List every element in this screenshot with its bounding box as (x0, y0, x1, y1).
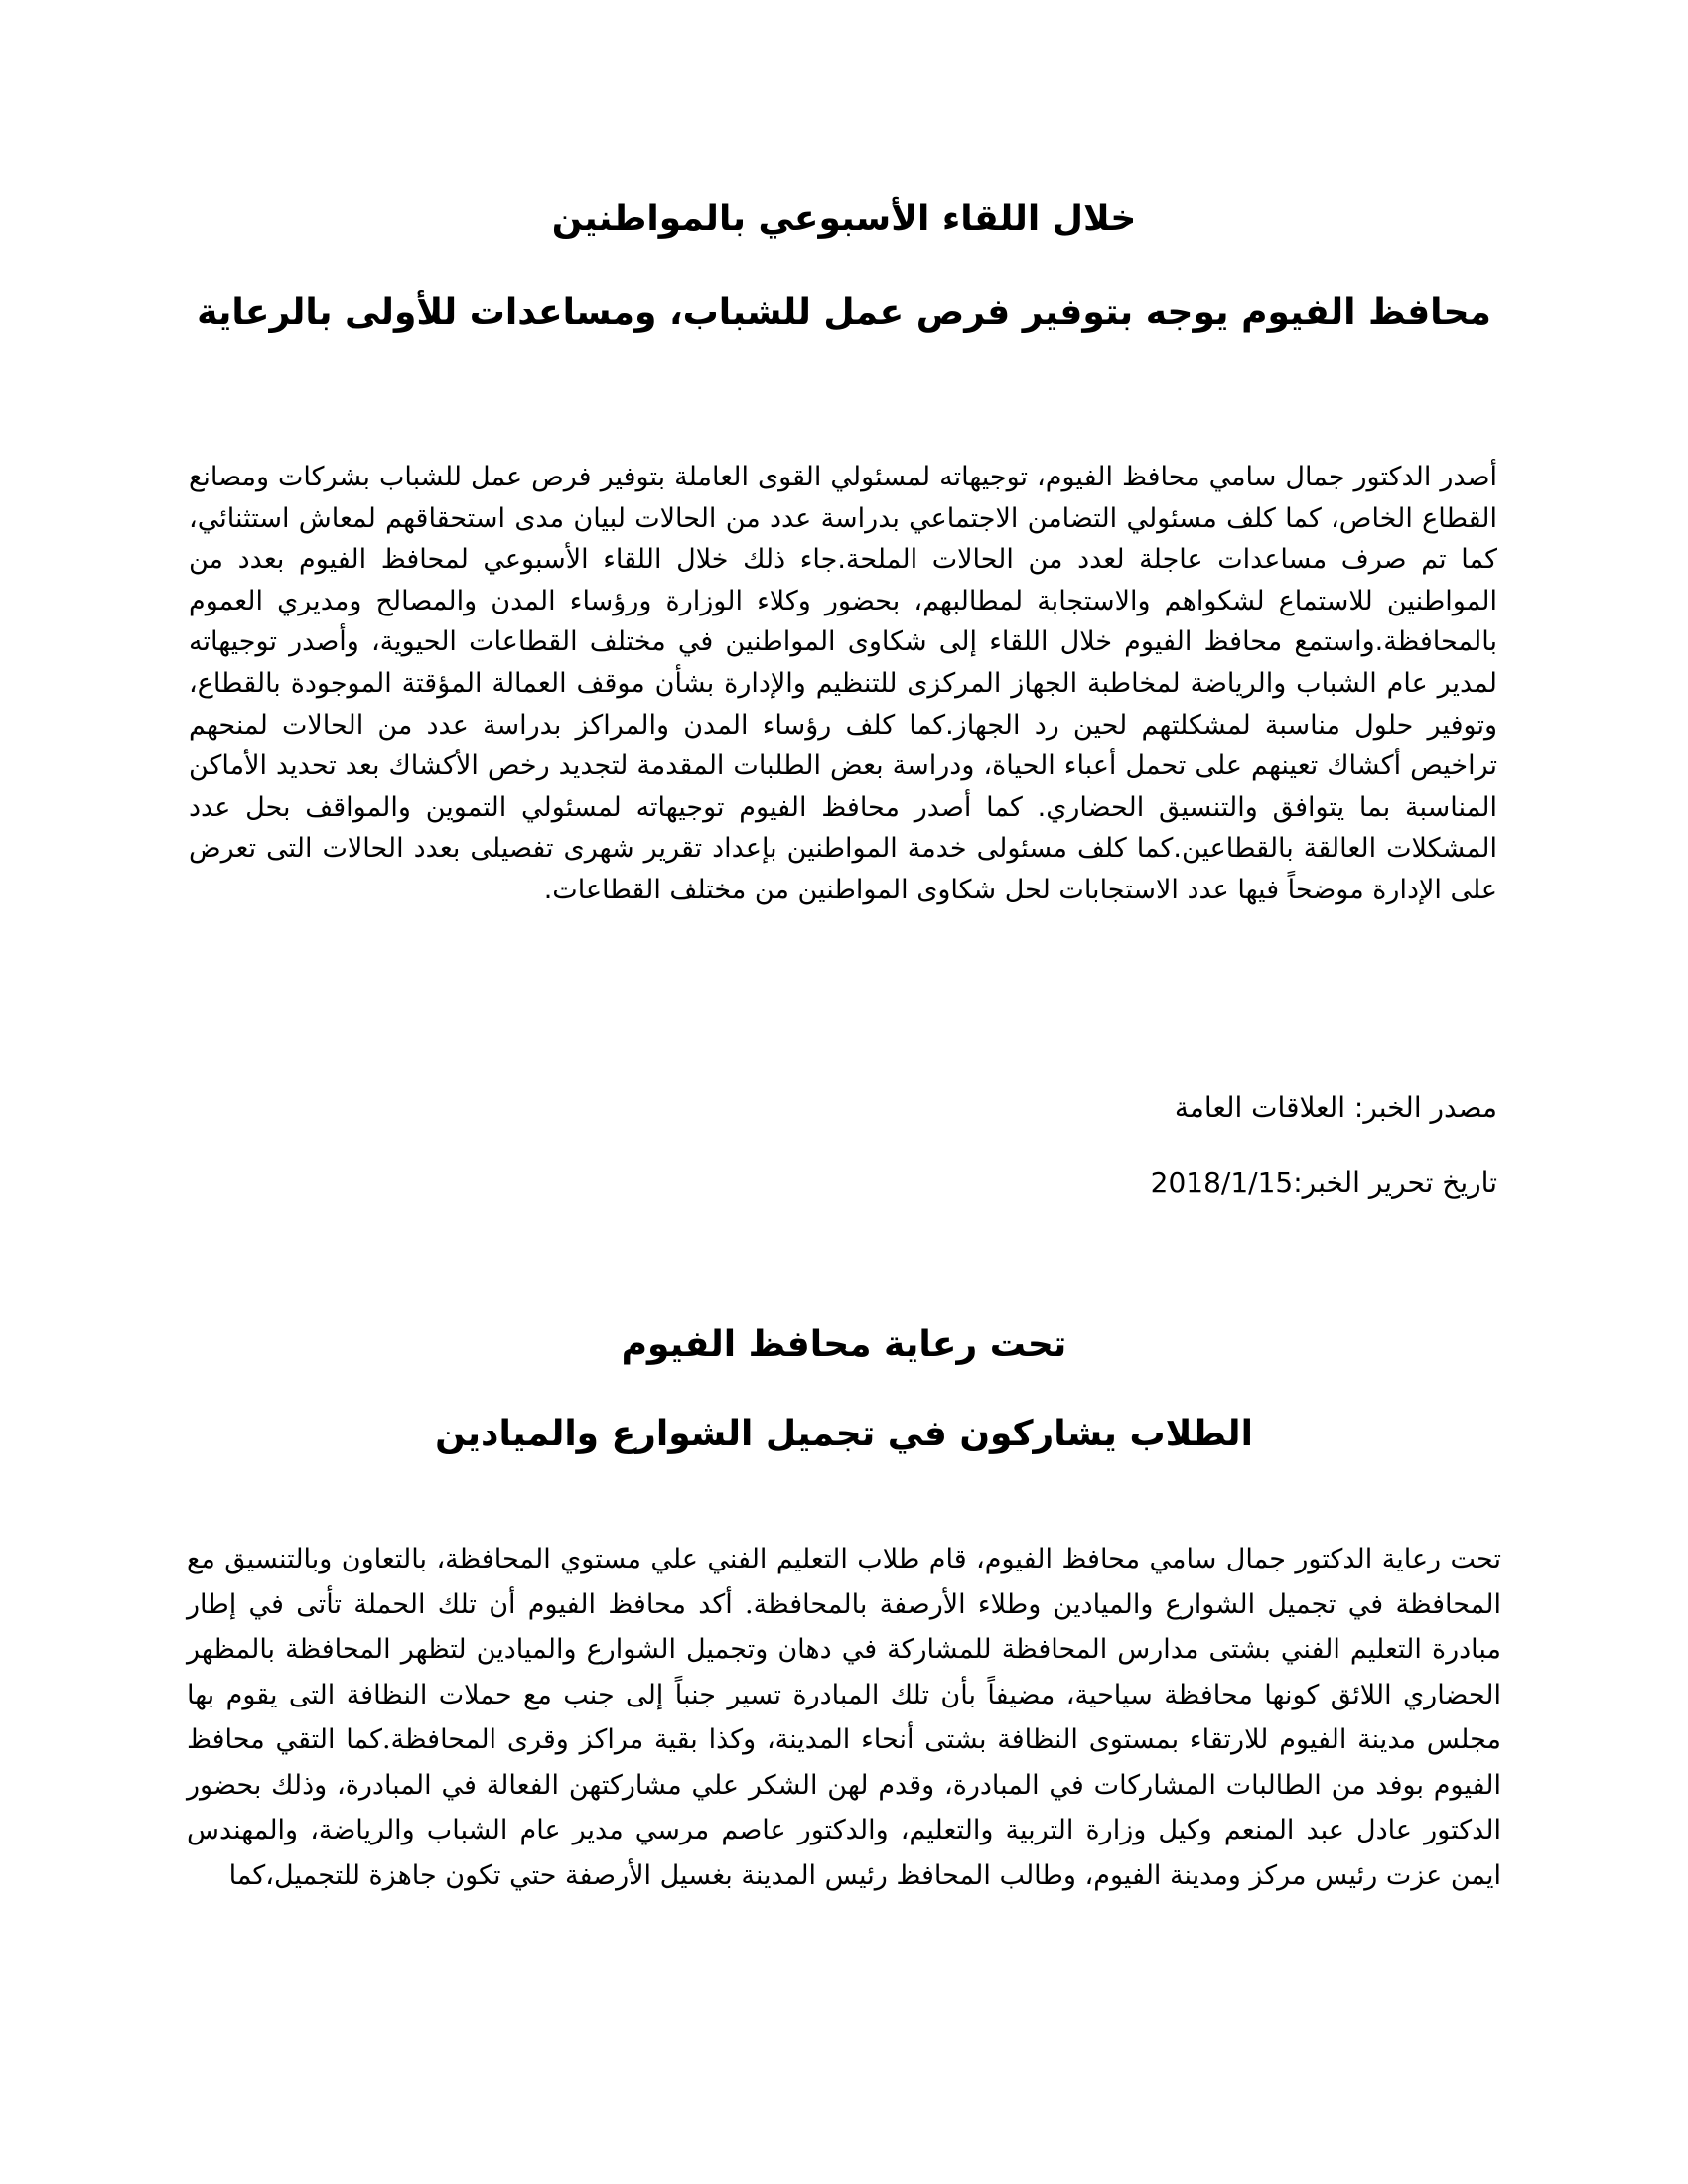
article1-title: خلال اللقاء الأسبوعي بالمواطنين (551, 199, 1137, 239)
article2-subtitle: الطلاب يشاركون في تجميل الشوارع والميادين (435, 1414, 1253, 1454)
article2-title: تحت رعاية محافظ الفيوم (621, 1324, 1067, 1365)
article1-subtitle: محافظ الفيوم يوجه بتوفير فرص عمل للشباب، ومساعدات للأولى بالرعاية (197, 292, 1491, 333)
edit-date: تاريخ تحرير الخبر:2018/1/15 (1150, 1166, 1497, 1199)
news-source: مصدر الخبر: العلاقات العامة (1174, 1091, 1497, 1124)
article1-body: أصدر الدكتور جمال سامي محافظ الفيوم، توجيهاته لمسئولي القوى العاملة بتوفير فرص عمل للشباب بشركات ومصانع القطاع الخاص، كما كلف مسئولي التضامن الاجتماعي بدراسة عدد من الحالات لبيان مدى استحقاقهم لمعاش استثنائي، كما تم صرف مساعدات عاجلة لعدد من الحالات الملحة.جاء ذلك خلال اللقاء الأسبوعي لمحافظ الفيوم بعدد من المواطنين للاستماع لشكواهم والاستجابة لمطالبهم، بحضور وكلاء الوزارة ورؤساء المدن والمصالح ومديري العموم بالمحافظة.واستمع محافظ الفيوم خلال اللقاء إلى شكاوى المواطنين في مختلف القطاعات الحيوية، وأصدر توجيهاته لمدير عام الشباب والرياضة لمخاطبة الجهاز المركزى للتنظيم والإدارة بشأن موقف العمالة المؤقتة الموجودة بالقطاع، وتوفير حلول مناسبة لمشكلتهم لحين رد الجهاز.كما كلف رؤساء المدن والمراكز بدراسة عدد من الحالات لمنحهم تراخيص أكشاك تعينهم على تحمل أعباء الحياة، ودراسة بعض الطلبات المقدمة لتجديد رخص الأكشاك بعد تحديد الأماكن المناسبة بما يتوافق والتنسيق الحضاري. كما أصدر محافظ الفيوم توجيهاته لمسئولي التموين والمواقف بحل عدد المشكلات العالقة بالقطاعين.كما كلف مسئولى خدمة المواطنين بإعداد تقرير شهرى تفصيلى بعدد الحالات التى تعرض على الإدارة موضحاً فيها عدد الاستجابات لحل شكاوى المواطنين من مختلف القطاعات. (189, 462, 1497, 905)
article2-body: تحت رعاية الدكتور جمال سامي محافظ الفيوم، قام طلاب التعليم الفني علي مستوي المحافظة، بالتعاون وبالتنسيق مع المحافظة في تجميل الشوارع والميادين وطلاء الأرصفة بالمحافظة. أكد محافظ الفيوم أن تلك الحملة تأتى في إطار مبادرة التعليم الفني بشتى مدارس المحافظة للمشاركة في دهان وتجميل الشوارع والميادين لتظهر المحافظة بالمظهر الحضاري اللائق كونها محافظة سياحية، مضيفاً بأن تلك المبادرة تسير جنباً إلى جنب مع حملات النظافة التى يقوم بها مجلس مدينة الفيوم للارتقاء بمستوى النظافة بشتى أنحاء المدينة، وكذا بقية مراكز وقرى المحافظة.كما التقي محافظ الفيوم بوفد من الطالبات المشاركات في المبادرة، وقدم لهن الشكر علي مشاركتهن الفعالة في المبادرة، وذلك بحضور الدكتور عادل عبد المنعم وكيل وزارة التربية والتعليم، والدكتور عاصم مرسي مدير عام الشباب والرياضة، والمهندس ايمن عزت رئيس مركز ومدينة الفيوم، وطالب المحافظ رئيس المدينة بغسيل الأرصفة حتي تكون جاهزة للتجميل،كما (187, 1544, 1501, 1891)
